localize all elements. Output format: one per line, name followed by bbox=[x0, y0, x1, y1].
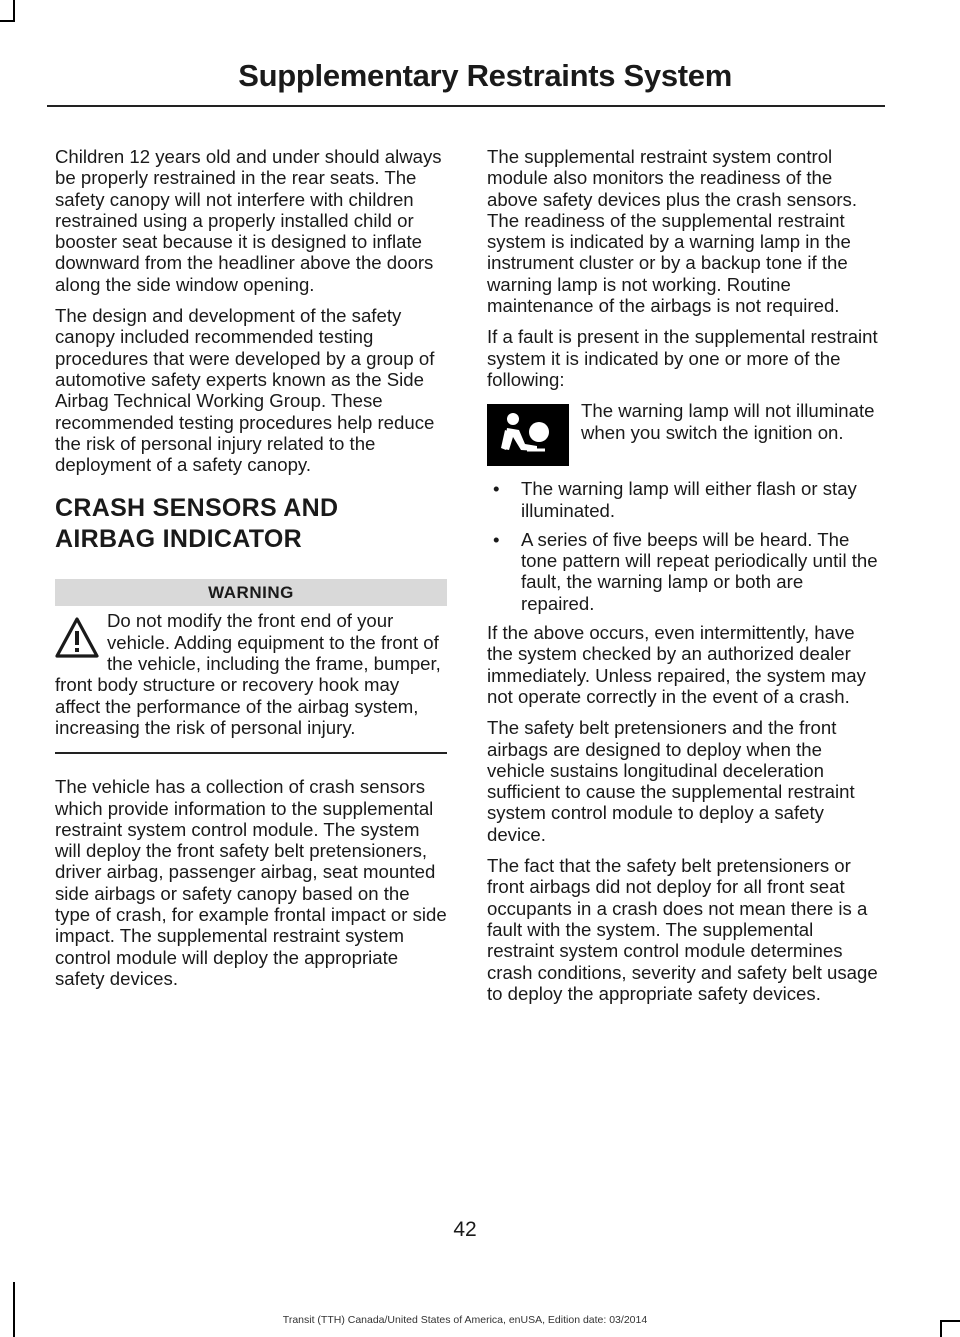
warning-divider bbox=[55, 752, 447, 754]
airbag-lamp-text: The warning lamp will not illuminate when you switch the ignition on. bbox=[581, 400, 875, 443]
header-divider bbox=[47, 105, 885, 107]
paragraph: Children 12 years old and under should always be properly restrained in the rear seats. The safety canopy will not interfere with children restrained using a properly installed child or booster seat because it is designed to inflate downward from the headliner above the doors along the side window opening. bbox=[55, 146, 442, 295]
footer-text: Transit (TTH) Canada/United States of America, enUSA, Edition date: 03/2014 bbox=[282, 1314, 648, 1326]
right-column bbox=[487, 146, 879, 1014]
airbag-lamp-block bbox=[487, 400, 879, 466]
warning-label: WARNING bbox=[55, 579, 447, 606]
warning-text: Do not modify the front end of your vehicle. Adding equipment to the front of the vehicle, including the frame, bumper, front body structure or recovery hook may affect the performance of the airbag system, increasing the risk of personal injury. bbox=[55, 610, 441, 738]
list-item: • A series of five beeps will be heard. The tone pattern will repeat periodically until the fault, the warning lamp or both are repaired. bbox=[487, 529, 879, 614]
section-heading-line: CRASH SENSORS AND bbox=[55, 494, 339, 523]
crop-mark bbox=[940, 1320, 960, 1322]
crop-mark bbox=[940, 1320, 942, 1337]
page-number: 42 bbox=[453, 1218, 477, 1241]
warning-box bbox=[55, 610, 447, 738]
crop-mark bbox=[13, 1282, 15, 1337]
crop-mark bbox=[13, 0, 15, 22]
paragraph: The design and development of the safety canopy included recommended testing procedures that were developed by a group of automotive safety experts known as the Side Airbag Technical Working Group. These recommended testing procedures help reduce the risk of personal injury related to the deployment of a safety canopy. bbox=[55, 305, 435, 476]
left-column bbox=[55, 146, 447, 999]
paragraph: The fact that the safety belt pretensioners or front airbags did not deploy for all front seat occupants in a crash does not mean there is a fault with the system. The supplemental restraint system control module determines crash conditions, severity and safety belt usage to deploy the appropriate safety devices. bbox=[487, 855, 878, 1004]
fault-list bbox=[487, 478, 879, 614]
paragraph: The safety belt pretensioners and the front airbags are designed to deploy when the vehicle sustains longitudinal deceleration sufficient to cause the supplemental restraint system control module to deploy a safety device. bbox=[487, 717, 855, 845]
page-title: Supplementary Restraints System bbox=[238, 58, 732, 93]
section-heading-line: AIRBAG INDICATOR bbox=[55, 525, 302, 554]
section-heading bbox=[55, 493, 447, 555]
warning-triangle-icon bbox=[55, 616, 99, 660]
list-item: • The warning lamp will either flash or stay illuminated. bbox=[487, 478, 879, 521]
crop-mark bbox=[0, 20, 15, 22]
paragraph: The supplemental restraint system control module also monitors the readiness of the above safety devices plus the crash sensors. The readiness of the supplemental restraint system is indicated by a warning lamp in the instrument cluster or by a backup tone if the warning lamp is not working. Routine maintenance of the airbags is not required. bbox=[487, 146, 858, 317]
paragraph: The vehicle has a collection of crash sensors which provide information to the supplemental restraint system control module. The system will deploy the front safety belt pretensioners, driver airbag, passenger airbag, seat mounted side airbags or safety canopy based on the type of crash, for example frontal impact or side impact. The supplemental restraint system control module will deploy the appropriate safety devices. bbox=[55, 776, 447, 989]
paragraph: If a fault is present in the supplemental restraint system it is indicated by one or more of the following: bbox=[487, 326, 878, 390]
airbag-warning-lamp-icon bbox=[487, 404, 569, 466]
paragraph: If the above occurs, even intermittently, have the system checked by an authorized dealer immediately. Unless repaired, the system may not operate correctly in the event of a crash. bbox=[487, 622, 866, 707]
